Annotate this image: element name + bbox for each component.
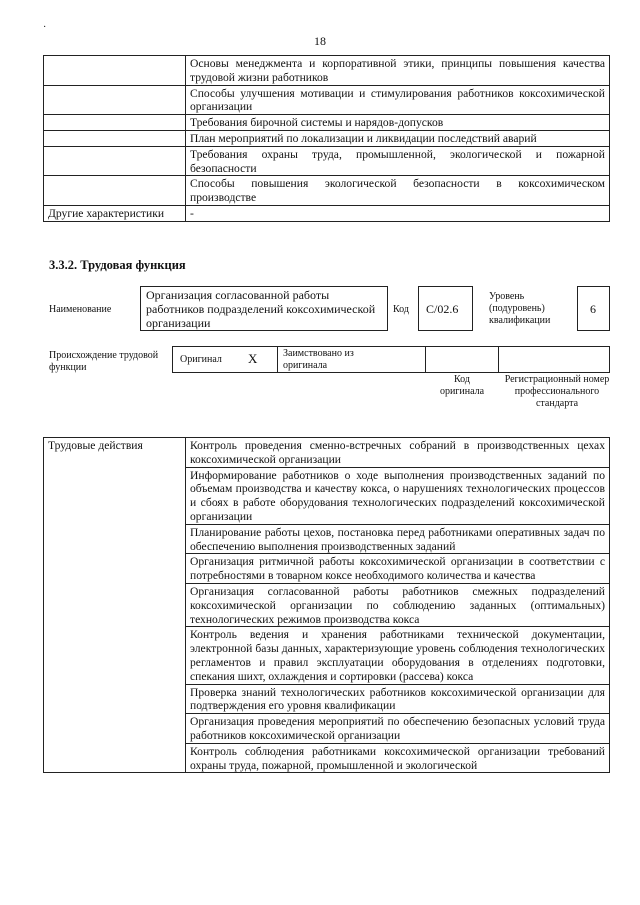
- actions-label: Трудовые действия: [44, 438, 186, 773]
- knowledge-row: [44, 115, 610, 131]
- reg-caption: Регистрационный номер профессионального стандарта: [504, 374, 610, 409]
- action-text: Информирование работников о ходе выполнения производственных заданий по объемам производства и качеству кокса, о нарушениях технологических процессов и сбоях в работе оборудования технологических подразделений коксохимической организации: [186, 467, 610, 524]
- code-value: C/02.6: [426, 302, 459, 316]
- row-label: [44, 115, 186, 131]
- origin-divider-1: [277, 346, 278, 373]
- name-value-box: [140, 286, 388, 331]
- name-value: Организация согласованной работы работников подразделений коксохимической организации: [146, 288, 376, 330]
- action-text: Контроль ведения и хранения работниками технической документации, электронной базы данных, характеризующие уровень соблюдения технологических регламентов и правил эксплуатации оборудования в отделениях подготовки, спекания шихт, охлаждения и сортировки (рассева) кокса: [186, 627, 610, 684]
- section-heading: 3.3.2. Трудовая функция: [49, 258, 186, 272]
- action-text: Контроль соблюдения работниками коксохимической организации требований охраны труда, пожарной, промышленной и экологической: [186, 743, 610, 773]
- action-text: Планирование работы цехов, постановка перед работниками оперативных задач по обеспечению выполнения производственных заданий: [186, 524, 610, 554]
- action-text: Организация ритмичной работы коксохимической организации в соответствии с потребностями в товарном коксе необходимого количества и качества: [186, 554, 610, 584]
- origin-box: [172, 346, 610, 373]
- row-label: [44, 176, 186, 206]
- page-mark: ·: [43, 22, 47, 33]
- row-label: [44, 146, 186, 176]
- knowledge-row: [44, 205, 610, 221]
- row-text: Требования бирочной системы и нарядов-допусков: [186, 115, 610, 131]
- row-label: Другие характеристики: [44, 205, 186, 221]
- knowledge-row: [44, 176, 610, 206]
- action-text: Контроль проведения сменно-встречных собраний в производственных цехах коксохимической организации: [186, 438, 610, 468]
- origin-divider-3: [498, 346, 499, 373]
- knowledge-row: [44, 85, 610, 115]
- page-number: 18: [314, 34, 326, 48]
- actions-table: [43, 437, 610, 773]
- action-text: Организация проведения мероприятий по обеспечению безопасных условий труда работников коксохимической организации: [186, 714, 610, 744]
- row-text: Способы повышения экологической безопасности в коксохимическом производстве: [186, 176, 610, 206]
- row-text: Требования охраны труда, промышленной, экологической и пожарной безопасности: [186, 146, 610, 176]
- code-label: Код: [393, 304, 409, 315]
- row-text: Способы улучшения мотивации и стимулирования работников коксохимической организации: [186, 85, 610, 115]
- row-text: -: [186, 205, 610, 221]
- original-mark: X: [248, 351, 258, 366]
- level-value: 6: [590, 302, 596, 316]
- row-label: [44, 130, 186, 146]
- code-value-box: [418, 286, 473, 331]
- level-value-box: [577, 286, 610, 331]
- origin-divider-2: [425, 346, 426, 373]
- origin-label: Происхождение трудовой функции: [49, 350, 159, 373]
- name-label: Наименование: [49, 304, 112, 315]
- level-label: Уровень (подуровень) квалификации: [489, 291, 551, 326]
- action-text: Организация согласованной работы работников смежных подразделений коксохимической организации по соблюдению заданных (оптимальных) технологических режимов производства кокса: [186, 583, 610, 626]
- knowledge-row: [44, 130, 610, 146]
- action-row: [44, 438, 610, 468]
- original-label: Оригинал: [180, 354, 222, 365]
- borrowed-label: Заимствовано из оригинала: [283, 348, 354, 371]
- knowledge-row: [44, 56, 610, 86]
- code-caption: Код оригинала: [439, 374, 485, 397]
- knowledge-table: [43, 55, 610, 222]
- row-label: [44, 85, 186, 115]
- row-text: Основы менеджмента и корпоративной этики, принципы повышения качества трудовой жизни работников: [186, 56, 610, 86]
- row-text: План мероприятий по локализации и ликвидации последствий аварий: [186, 130, 610, 146]
- action-text: Проверка знаний технологических работников коксохимической организации для подтверждения его уровня квалификации: [186, 684, 610, 714]
- row-label: [44, 56, 186, 86]
- knowledge-row: [44, 146, 610, 176]
